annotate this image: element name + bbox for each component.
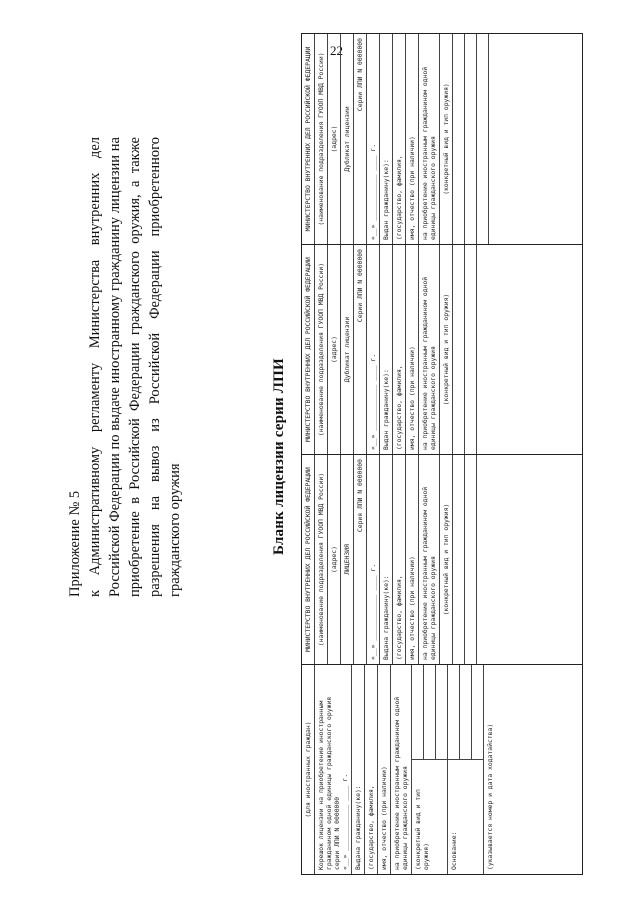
stub-request-note: (указывается номер и дата ходатайства) <box>486 723 494 870</box>
duplicate-name-patronymic: имя, отчество (при наличии) <box>406 245 419 454</box>
stub-basis: Основание: <box>448 759 483 874</box>
stub-basis-lines <box>448 665 483 759</box>
duplicate-ministry: МИНИСТЕРСТВО ВНУТРЕННИХ ДЕЛ РОССИЙСКОЙ ФЕДЕРАЦИИ <box>302 245 315 454</box>
stub-for-foreigners: (для иностранных граждан) <box>302 665 315 874</box>
stub-series: серии ЛПИ N 0000000 <box>333 796 341 870</box>
page-number: 22 <box>330 43 343 58</box>
stub-weapon-type: (конкретный вид и тип оружия) <box>412 759 447 874</box>
duplicate-column-2 <box>302 34 582 244</box>
license-purpose: на приобретение иностранным гражданином одной единицы гражданского оружия <box>419 455 440 664</box>
stub-basis-block <box>448 665 484 874</box>
stub-weapon-lines <box>412 665 447 759</box>
license-address: (адрес) <box>328 455 341 664</box>
stub-name-patronymic: имя, отчество (при наличии) <box>378 665 391 874</box>
stub-title: Корешок лицензии на приобретение иностранным гражданином одной единицы гражданского оружия <box>317 696 333 870</box>
duplicate-2-weapon-type: (конкретный вид и тип оружия) <box>440 34 453 244</box>
license-weapon-type: (конкретный вид и тип оружия) <box>440 455 453 664</box>
duplicate-purpose: на приобретение иностранным гражданином одной единицы гражданского оружия <box>419 245 440 454</box>
license-form-table <box>301 33 583 875</box>
license-doc-type: ЛИЦЕНЗИЯ <box>341 455 354 664</box>
license-stub-column <box>302 664 582 874</box>
appendix-header <box>65 137 185 597</box>
duplicate-address: (адрес) <box>328 245 341 454</box>
license-ministry: МИНИСТЕРСТВО ВНУТРЕННИХ ДЕЛ РОССИЙСКОЙ ФЕДЕРАЦИИ <box>302 455 315 664</box>
stub-date-line: «__» ____________ ____ г. <box>341 773 349 870</box>
license-state-surname: (государство, фамилия, <box>393 455 406 664</box>
duplicate-column <box>302 244 582 454</box>
license-issued-to: Выдана гражданину(ке): <box>380 455 393 664</box>
stub-issued-to: Выдана гражданину(ке): <box>352 665 365 874</box>
duplicate-doc-type: Дубликат лицензии <box>341 245 354 454</box>
duplicate-weapon-type: (конкретный вид и тип оружия) <box>440 245 453 454</box>
appendix-heading: Приложение № 5 <box>67 490 83 597</box>
license-column <box>302 454 582 664</box>
stub-title-block <box>315 665 352 874</box>
duplicate-2-address: (адрес) <box>328 34 341 244</box>
stub-weapon-block <box>412 665 448 874</box>
appendix-text: к Административному регламенту Министерства внутренних дел Российской Федерации по выдаче иностранному гражданину лицензии на приобретение в Российской Федерации гражданского оружия, а также разрешения на вывоз из Российской Федерации приобретенного гражданского оружия <box>87 137 183 597</box>
duplicate-2-division: (наименование подразделения ГУООП МВД России) <box>315 34 328 244</box>
rotated-page-content <box>65 25 585 885</box>
duplicate-2-issued-to: Выдан гражданину(ке): <box>380 34 393 244</box>
duplicate-division: (наименование подразделения ГУООП МВД России) <box>315 245 328 454</box>
duplicate-2-ministry: МИНИСТЕРСТВО ВНУТРЕННИХ ДЕЛ РОССИЙСКОЙ ФЕДЕРАЦИИ <box>302 34 315 244</box>
duplicate-2-state-surname: (государство, фамилия, <box>393 34 406 244</box>
duplicate-2-series: Серии ЛПИ N 0000000 <box>354 34 367 244</box>
duplicate-date-line: «__» ____________ ____ г. <box>367 245 380 454</box>
duplicate-issued-to: Выдан гражданину(ке): <box>380 245 393 454</box>
stub-purpose: на приобретение иностранным гражданином одной единицы гражданского оружия <box>391 665 412 874</box>
duplicate-state-surname: (государство, фамилия, <box>393 245 406 454</box>
blank-title: Бланк лицензии серии ЛПИ <box>271 358 287 555</box>
license-series: Серия ЛПИ N 0000000 <box>354 455 367 664</box>
license-name-patronymic: имя, отчество (при наличии) <box>406 455 419 664</box>
license-date-line: «__» ____________ ____ г. <box>367 455 380 664</box>
duplicate-2-date-line: «__» ____________ ____ г. <box>367 34 380 244</box>
duplicate-2-name-patronymic: имя, отчество (при наличии) <box>406 34 419 244</box>
duplicate-series: Серии ЛПИ N 0000000 <box>354 245 367 454</box>
duplicate-2-purpose: на приобретение иностранным гражданином одной единицы гражданского оружия <box>419 34 440 244</box>
stub-state-surname: (государство, фамилия, <box>365 665 378 874</box>
license-division: (наименование подразделения ГУООП МВД России) <box>315 455 328 664</box>
duplicate-2-doc-type: Дубликат лицензии <box>341 34 354 244</box>
